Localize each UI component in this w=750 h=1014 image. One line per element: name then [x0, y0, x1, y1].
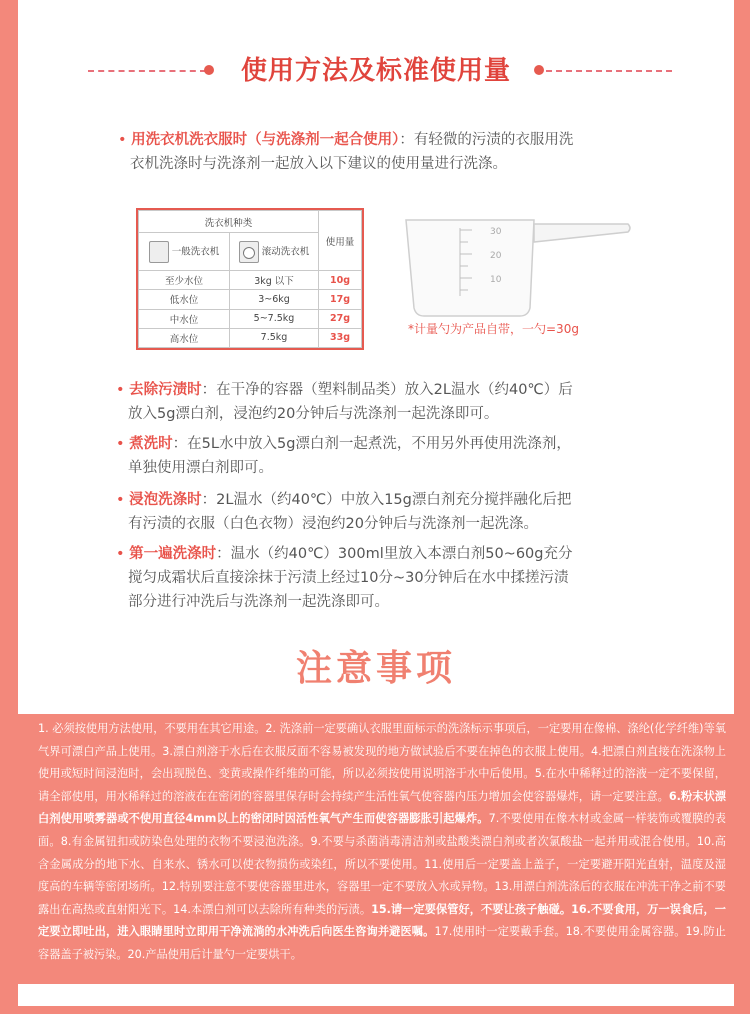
- machine-regular-cell: [139, 233, 230, 271]
- notice-text: 7.不要使用在像木材或金属一样装饰或覆膜的表面。8.有金属钮扣或防染色处理的衣物不要浸泡洗涤。9.不要与杀菌消毒清洁剂或盐酸类漂白剂或者次氯酸盐一起并用或混合使用。10.高含金属成分的地下水、自来水、锈水可以使衣物损伤或染红，所以不要使用。11.使用后一定要盖上盖子，一定要避开阳光直射，温度及湿度高的车辆等密闭场所。12.特别要注意不要使容器里进水，容器里一定不要放入水或异物。13.用漂白剂洗涤后的衣服在冲洗干净之前不要露出在高热或直射阳光下。14.本漂白剂可以去除所有种类的污渍。: [38, 812, 726, 916]
- machine-drum-cell: [230, 233, 319, 271]
- section-text: ：在5L水中放入5g漂白剂一起煮洗，不用另外再使用洗涤剂，: [172, 436, 571, 452]
- section-text: ：在干净的容器（塑料制品类）放入2L温水（约40℃）后: [201, 382, 573, 398]
- title-dot-right: [534, 65, 544, 75]
- section-stain-removal: [116, 378, 646, 426]
- capacity: 3kg 以下: [230, 271, 319, 290]
- table-header-machine-type: 洗衣机种类: [139, 211, 319, 233]
- section-text: ：2L温水（约40℃）中放入15g漂白剂充分搅拌融化后把: [201, 492, 572, 508]
- cup-note: *计量勺为产品自带，一勺=30g: [408, 322, 579, 336]
- section-boil-wash: [116, 432, 646, 480]
- capacity: 5~7.5kg: [230, 309, 319, 328]
- section-text-line2: 放入5g漂白剂，浸泡约20分钟后与洗涤剂一起洗涤即可。: [128, 406, 499, 422]
- capacity: 7.5kg: [230, 328, 319, 347]
- bullet-icon: •: [116, 436, 125, 452]
- notice-text: 1. 必须按使用方法使用，不要用在其它用途。2. 洗涤前一定要确认衣服里面标示的洗涤标示事项后，一定要用在像棉、涤纶(化学纤维)等氧气界可漂白产品上使用。3.漂白剂溶于水后在衣服反面不容易被发现的地方做试验后不要在掉色的衣服上使用。4.把漂白剂直接在洗涤物上使用或短时间浸泡时，会出现脱色、变黄或操作纤维的可能，所以必须按使用说明溶于水中后使用。5.在水中稀释过的溶液一定不要保留，请全部使用，用水稀释过的溶液在在密闭的容器里保存时会持续产生活性氧气使容器内压力增加会使容器爆炸，请一定要注意。: [38, 722, 726, 803]
- section-label: 煮洗时: [129, 436, 173, 452]
- title-row: [18, 48, 734, 94]
- page-title: 使用方法及标准使用量: [240, 56, 511, 86]
- drum-washer-icon: [239, 241, 259, 263]
- washing-machine-icon: [149, 241, 169, 263]
- measuring-cup-illustration: [402, 216, 634, 320]
- bullet-icon: •: [116, 546, 125, 562]
- table-row: [139, 328, 362, 347]
- section-label: 浸泡洗涤时: [129, 492, 202, 508]
- water-level: 中水位: [139, 309, 230, 328]
- section-text-line2: 搅匀成霜状后直接涂抹于污渍上经过10分~30分钟后在水中揉搓污渍: [128, 570, 569, 586]
- amount: 27g: [319, 309, 362, 328]
- section-first-wash: [116, 542, 656, 614]
- amount: 33g: [319, 328, 362, 347]
- water-level: 高水位: [139, 328, 230, 347]
- section-label: 第一遍洗涤时: [129, 546, 217, 562]
- section-text-line3: 部分进行冲洗后与洗涤剂一起洗涤即可。: [128, 594, 389, 610]
- table-row: [139, 309, 362, 328]
- machine-regular-label: 一般洗衣机: [171, 246, 220, 257]
- dosage-table: [136, 208, 364, 350]
- bullet-icon: •: [116, 382, 125, 398]
- table-row: [139, 290, 362, 309]
- notice-warning-text: 6.粉末状漂白剂使用喷雾器或不使用直径4mm以上的密闭时因活性氧气产生而使容器膨胀引起爆炸。: [38, 789, 726, 826]
- bullet-icon: •: [118, 132, 127, 148]
- cup-tick-30: 30: [490, 227, 502, 237]
- machine-drum-label: 滚动洗衣机: [261, 246, 310, 257]
- notice-text: 17.使用时一定要戴手套。18.不要使用金属容器。19.防止容器盖子被污染。20.产品使用后计量勺一定要烘干。: [38, 925, 726, 961]
- table-header-usage: 使用量: [319, 211, 362, 271]
- water-level: 至少水位: [139, 271, 230, 290]
- cup-tick-10: 10: [490, 275, 502, 285]
- capacity: 3~6kg: [230, 290, 319, 309]
- section-label: 去除污渍时: [129, 382, 202, 398]
- section-text-line2: 单独使用漂白剂即可。: [128, 460, 273, 476]
- notice-box: [18, 714, 734, 984]
- section-soak-wash: [116, 488, 646, 536]
- section-text: ：有轻微的污渍的衣服用洗: [399, 132, 574, 148]
- section-text-line2: 有污渍的衣服（白色衣物）浸泡约20分钟后与洗涤剂一起洗涤。: [128, 516, 538, 532]
- water-level: 低水位: [139, 290, 230, 309]
- amount: 17g: [319, 290, 362, 309]
- section-text: ：温水（约40℃）300ml里放入本漂白剂50~60g充分: [216, 546, 573, 562]
- section-text-line2: 衣机洗涤时与洗涤剂一起放入以下建议的使用量进行洗涤。: [130, 156, 507, 172]
- amount: 10g: [319, 271, 362, 290]
- notice-title: 注意事项: [295, 648, 456, 689]
- cup-tick-20: 20: [490, 251, 502, 261]
- table-row: [139, 271, 362, 290]
- bullet-icon: •: [116, 492, 125, 508]
- section-machine-wash: [118, 128, 648, 176]
- title-divider-right: [546, 70, 672, 72]
- notice-warning-text: 15.请一定要保管好，不要让孩子触碰。16.不要食用，万一误食后，一定要立即吐出，进入眼睛里时立即用干净流淌的水冲洗后向医生咨询并避医嘱。: [38, 902, 726, 939]
- section-label: 用洗衣机洗衣服时（与洗涤剂一起合使用）: [131, 132, 400, 148]
